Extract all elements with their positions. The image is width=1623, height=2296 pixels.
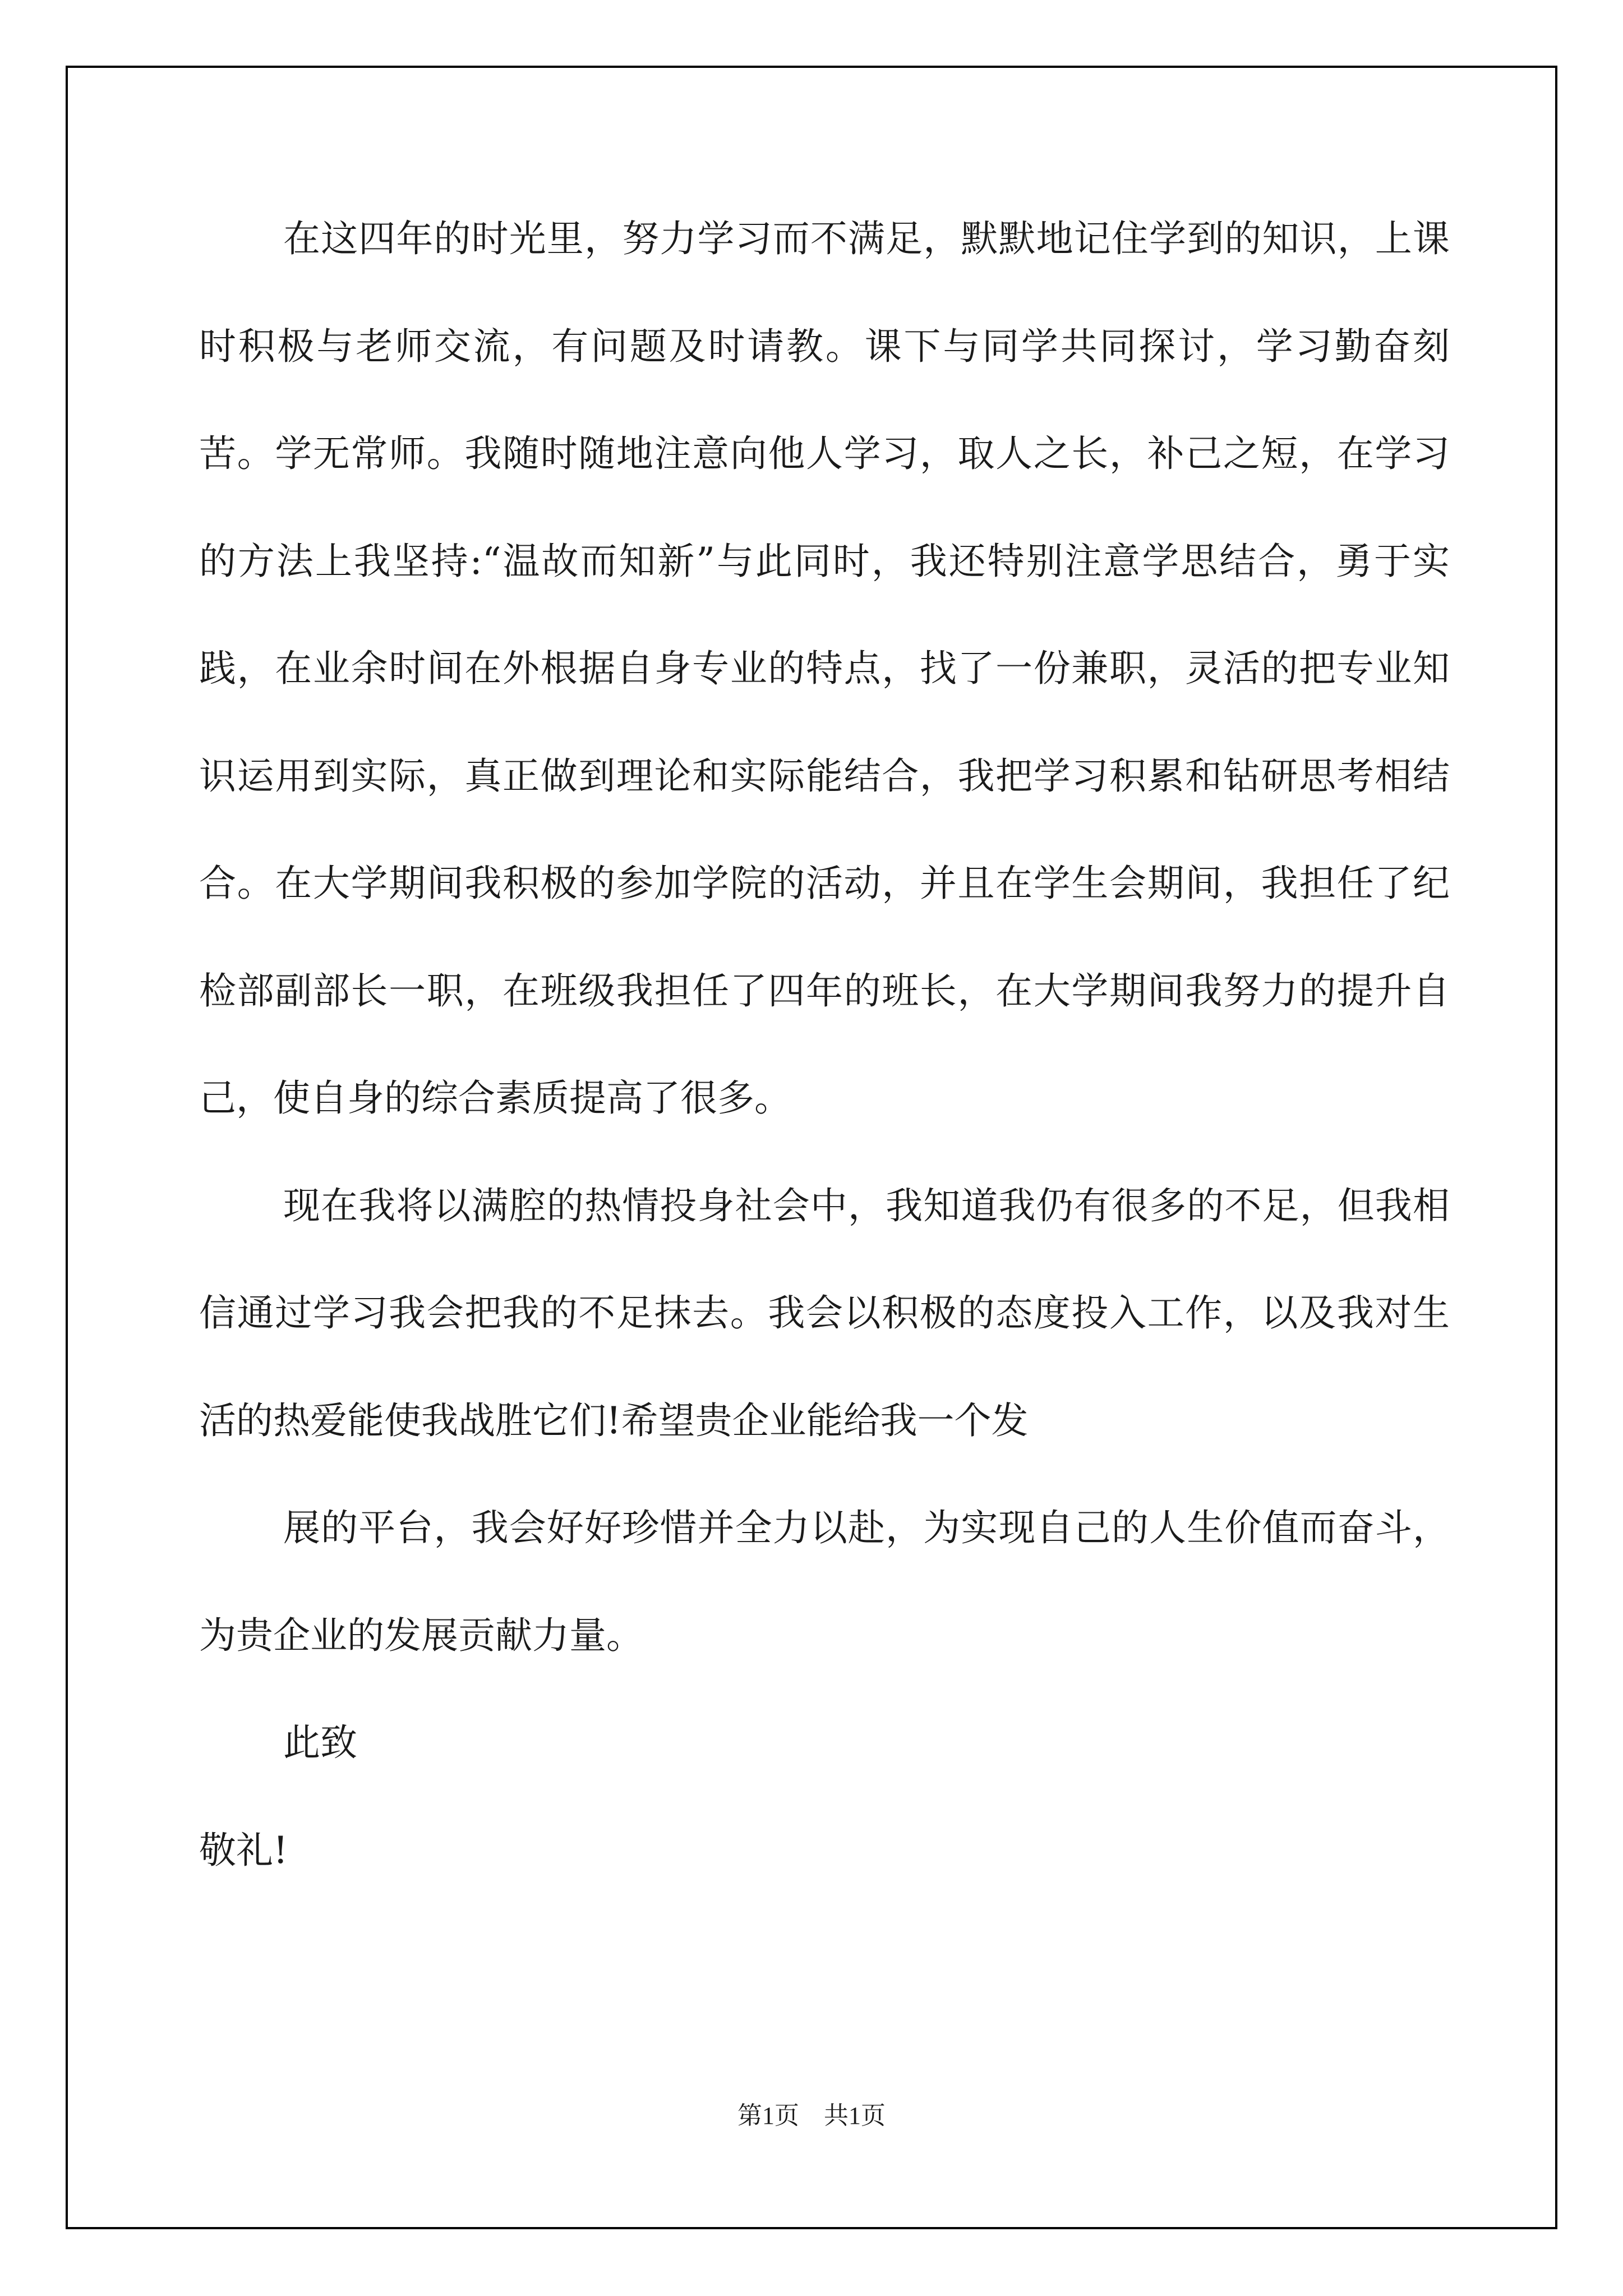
page-footer: 第1页 共1页: [737, 2102, 886, 2129]
paragraph-platform: 展的平台，我会好好珍惜并全力以赴，为实现自己的人生价值而奋斗，为贵企业的发展贡献力量。: [199, 1506, 1450, 1657]
closing-phrase: 此致: [283, 1721, 357, 1764]
salutation: 敬礼!: [199, 1828, 288, 1872]
paragraph-study: 在这四年的时光里，努力学习而不满足，默默地记住学到的知识，上课时积极与老师交流，有问题及时请教。课下与同学共同探讨，学习勤奋刻苦。学无常师。我随时随地注意向他人学习，取人之长，补己之短，在学习的方法上我坚持:“温故而知新”与此同时，我还特别注意学思结合，勇于实践，在业余时间在外根据自身专业的特点，找了一份兼职，灵活的把专业知识运用到实际，真正做到理论和实际能结合，我把学习积累和钻研思考相结合。在大学期间我积极的参加学院的活动，并且在学生会期间，我担任了纪检部副部长一职，在班级我担任了四年的班长，在大学期间我努力的提升自己，使自身的综合素质提高了很多。: [199, 217, 1450, 1120]
paragraph-future: 现在我将以满腔的热情投身社会中，我知道我仍有很多的不足，但我相信通过学习我会把我的不足抹去。我会以积极的态度投入工作，以及我对生活的热爱能使我战胜它们!希望贵企业能给我一个发: [199, 1184, 1450, 1442]
document-body: [199, 185, 1450, 1904]
